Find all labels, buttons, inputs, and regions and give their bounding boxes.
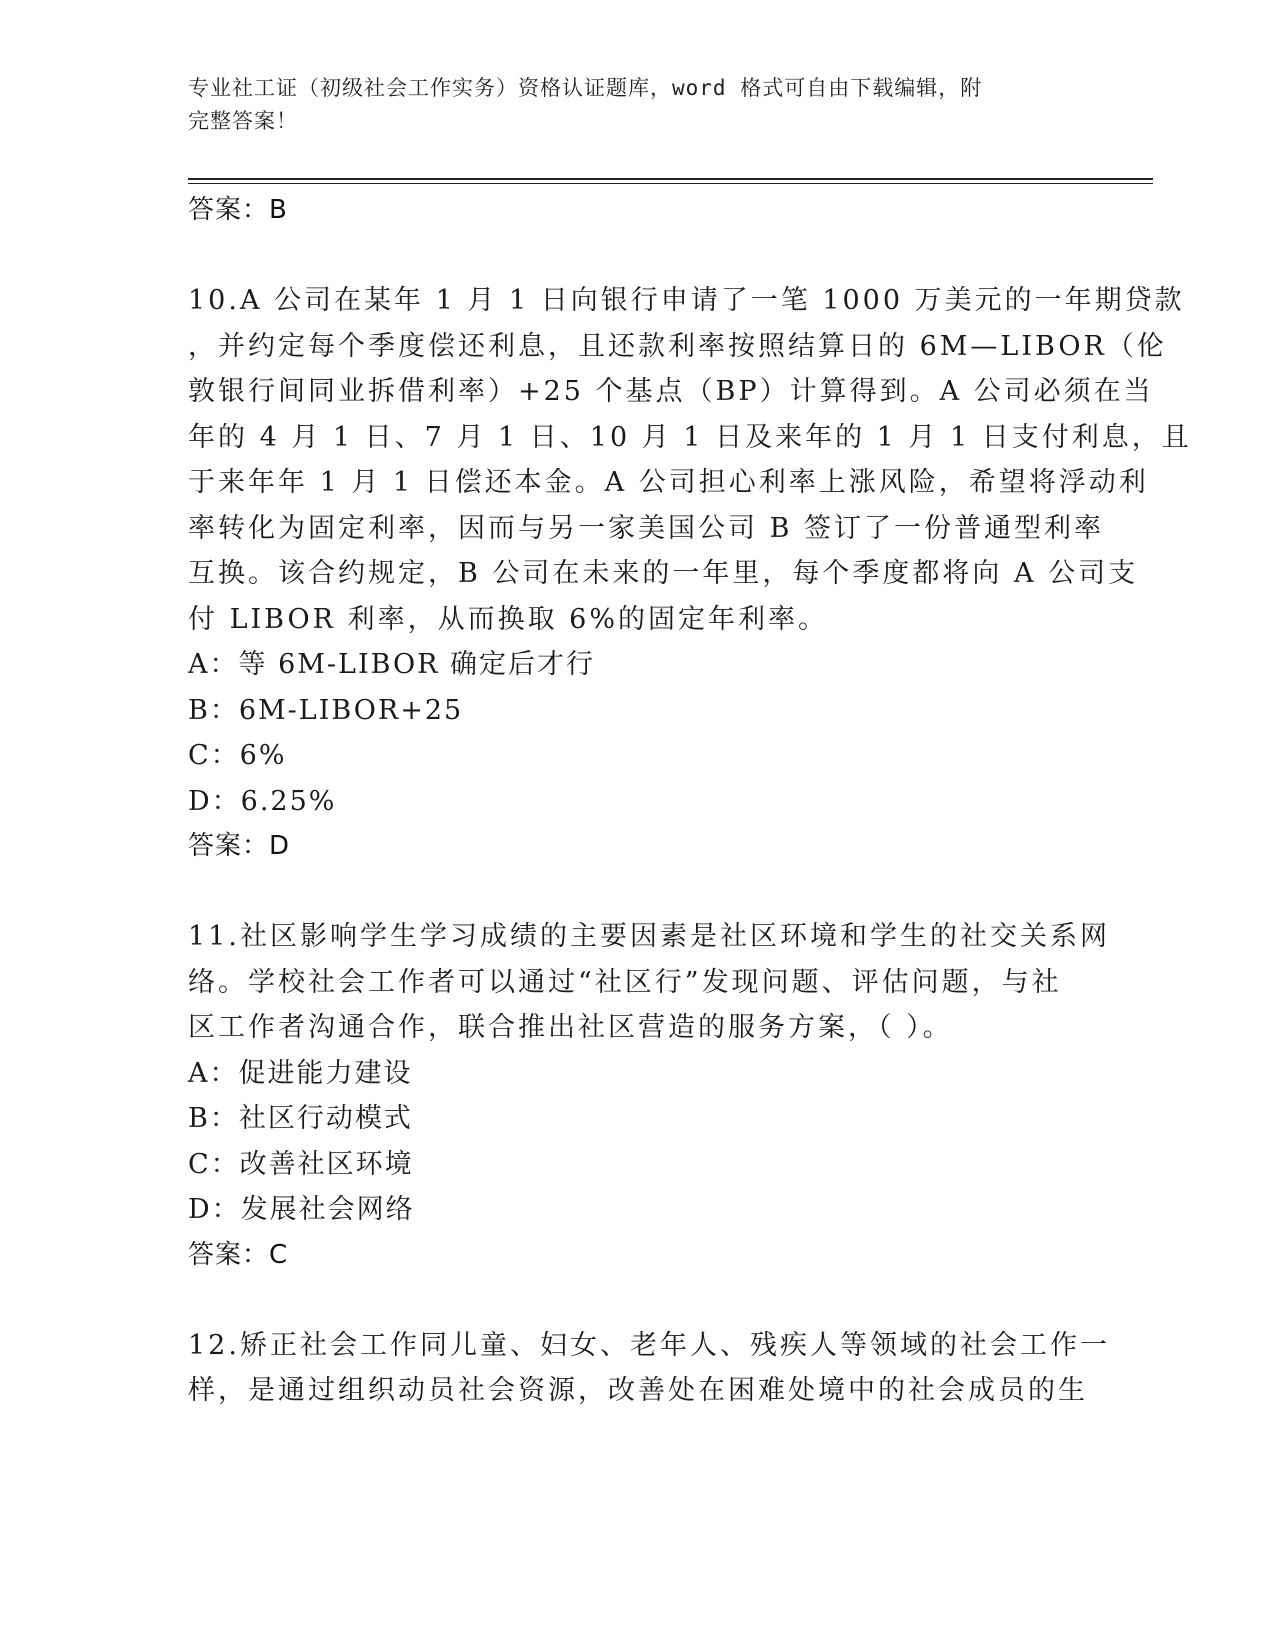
answer-line: 答案：D bbox=[188, 831, 291, 861]
option-d: D：6.25% bbox=[188, 785, 337, 817]
header-line: 专业社工证（初级社会工作实务）资格认证题库，word 格式可自由下载编辑，附 bbox=[188, 76, 983, 100]
option-a: A：等 6M-LIBOR 确定后才行 bbox=[188, 649, 596, 680]
question-text-line: 年的 4 月 1 日、7 月 1 日、10 月 1 日及来年的 1 月 1 日支付利息，且 bbox=[188, 421, 1192, 453]
header-rule-thin bbox=[188, 183, 1153, 184]
option-c: C：改善社区环境 bbox=[188, 1148, 414, 1180]
question-text-line: 于来年年 1 月 1 日偿还本金。A 公司担心利率上涨风险，希望将浮动利 bbox=[188, 467, 1149, 498]
document-header bbox=[188, 72, 1088, 138]
question-text-line: 率转化为固定利率，因而与另一家美国公司 B 签订了一份普通型利率 bbox=[188, 512, 1105, 544]
question-block bbox=[188, 278, 1192, 869]
option-b: B：社区行动模式 bbox=[188, 1103, 413, 1134]
answer-line: 答案：B bbox=[188, 195, 288, 225]
answer-line: 答案：C bbox=[188, 1239, 289, 1270]
question-text-line: 互换。该合约规定，B 公司在未来的一年里，每个季度都将向 A 公司支 bbox=[188, 558, 1139, 589]
question-text-line: 11.社区影响学生学习成绩的主要因素是社区环境和学生的社交关系网 bbox=[188, 921, 1110, 952]
question-text-line: 区工作者沟通合作，联合推出社区营造的服务方案，（ ）。 bbox=[188, 1012, 953, 1043]
option-a: A：促进能力建设 bbox=[188, 1057, 413, 1089]
question-text-line: 敦银行间同业拆借利率）+25 个基点（BP）计算得到。A 公司必须在当 bbox=[188, 376, 1154, 407]
header-line: 完整答案！ bbox=[188, 109, 298, 133]
header-rule bbox=[188, 178, 1153, 180]
option-b: B：6M-LIBOR+25 bbox=[188, 694, 464, 726]
question-text-line: 样，是通过组织动员社会资源，改善处在困难处境中的社会成员的生 bbox=[188, 1375, 1088, 1406]
question-text-line: 付 LIBOR 利率，从而换取 6%的固定年利率。 bbox=[188, 603, 828, 635]
question-text-line: 10.A 公司在某年 1 月 1 日向银行申请了一笔 1000 万美元的一年期贷款 bbox=[188, 285, 1185, 316]
document-body bbox=[188, 188, 1192, 1414]
option-c: C：6% bbox=[188, 740, 287, 771]
question-block bbox=[188, 1323, 1110, 1414]
option-d: D：发展社会网络 bbox=[188, 1194, 415, 1225]
question-text-line: 12.矫正社会工作同儿童、妇女、老年人、残疾人等领域的社会工作一 bbox=[188, 1329, 1110, 1361]
question-block bbox=[188, 914, 1110, 1278]
question-text-line: ，并约定每个季度偿还利息，且还款利率按照结算日的 6M—LIBOR（伦 bbox=[188, 330, 1167, 362]
question-text-line: 络。学校社会工作者可以通过“社区行”发现问题、评估问题，与社 bbox=[188, 966, 1062, 998]
